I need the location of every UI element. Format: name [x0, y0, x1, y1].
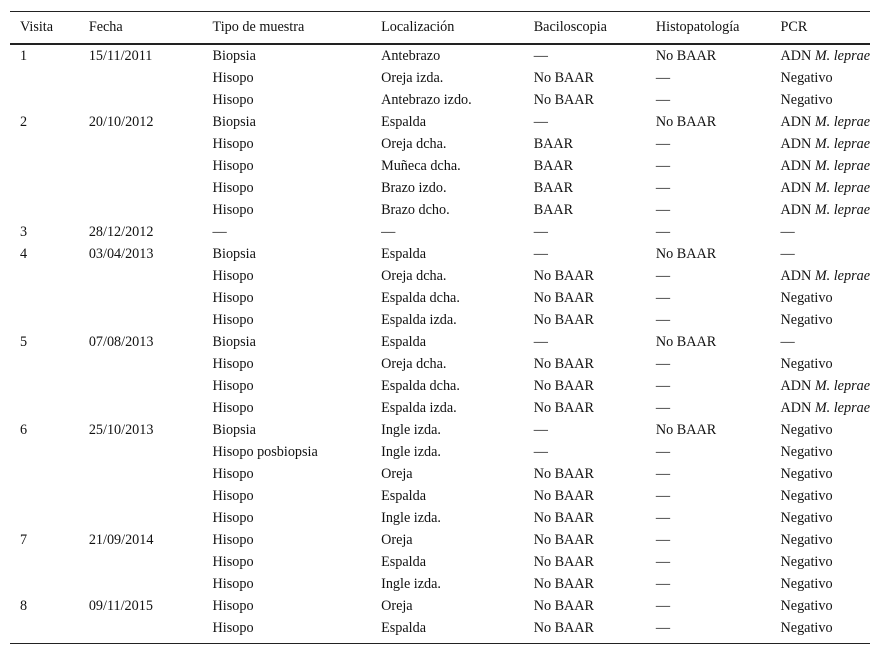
table-row — [10, 375, 870, 397]
results-table — [10, 11, 870, 644]
cell-fecha — [79, 573, 203, 595]
cell-baciloscopia: — — [533, 444, 548, 460]
cell-localizacion: Espalda izda. — [381, 400, 457, 416]
cell-pcr: Negativo — [780, 70, 833, 86]
cell-baciloscopia: No BAAR — [524, 617, 646, 644]
cell-visita — [10, 309, 79, 331]
cell-fecha: 15/11/2011 — [88, 48, 153, 64]
cell-pcr — [771, 199, 870, 221]
cell-localizacion: Brazo dcho. — [381, 202, 450, 218]
table-row — [10, 67, 870, 89]
cell-histopatologia: No BAAR — [655, 422, 717, 438]
cell-baciloscopia: — — [533, 422, 548, 438]
cell-baciloscopia: — — [533, 246, 548, 262]
table-row — [10, 551, 870, 573]
header-localizacion: Localización — [371, 12, 524, 45]
table-row — [10, 617, 870, 644]
cell-visita — [10, 573, 79, 595]
table-row — [10, 111, 870, 133]
cell-pcr: — — [780, 224, 795, 240]
table-row — [10, 331, 870, 353]
cell-fecha — [79, 155, 203, 177]
cell-tipo-muestra: Hisopo — [212, 378, 254, 394]
cell-histopatologia: — — [655, 510, 671, 526]
cell-localizacion: Espalda — [381, 554, 427, 570]
table-row — [10, 177, 870, 199]
cell-histopatologia: — — [655, 70, 671, 86]
cell-pcr: Negativo — [780, 290, 833, 306]
pcr-prefix: ADN — [780, 400, 815, 416]
cell-baciloscopia: No BAAR — [533, 92, 595, 108]
cell-pcr: Negativo — [780, 92, 833, 108]
cell-localizacion: Espalda — [371, 617, 524, 644]
pcr-prefix: ADN — [780, 378, 815, 394]
cell-visita — [10, 353, 79, 375]
table-row — [10, 485, 870, 507]
cell-histopatologia: — — [655, 158, 671, 174]
cell-baciloscopia: BAAR — [533, 202, 574, 218]
cell-visita — [10, 67, 79, 89]
cell-localizacion: Espalda dcha. — [381, 378, 460, 394]
cell-fecha: 25/10/2013 — [88, 422, 154, 438]
table-row — [10, 309, 870, 331]
pcr-species: M. leprae — [814, 202, 870, 218]
cell-fecha — [79, 67, 203, 89]
cell-baciloscopia: BAAR — [533, 180, 574, 196]
pcr-prefix: ADN — [780, 180, 815, 196]
cell-histopatologia: No BAAR — [655, 48, 717, 64]
table-row — [10, 221, 870, 243]
cell-baciloscopia: No BAAR — [533, 576, 595, 592]
cell-baciloscopia: No BAAR — [533, 290, 595, 306]
cell-localizacion: Espalda dcha. — [381, 290, 460, 306]
cell-histopatologia: — — [655, 444, 671, 460]
cell-fecha: 09/11/2015 — [88, 598, 153, 614]
cell-fecha — [79, 287, 203, 309]
cell-tipo-muestra: Biopsia — [212, 114, 256, 130]
cell-tipo-muestra: Hisopo — [212, 576, 254, 592]
cell-histopatologia: No BAAR — [655, 246, 717, 262]
header-fecha: Fecha — [79, 12, 203, 45]
cell-visita: 6 — [20, 422, 28, 438]
cell-histopatologia: — — [655, 488, 671, 504]
pcr-species: M. leprae — [814, 136, 870, 152]
cell-pcr — [771, 155, 870, 177]
cell-fecha — [79, 199, 203, 221]
cell-tipo-muestra: Hisopo — [212, 554, 254, 570]
cell-localizacion: Ingle izda. — [381, 510, 441, 526]
pcr-prefix: ADN — [780, 48, 815, 64]
cell-localizacion: Oreja dcha. — [381, 268, 447, 284]
cell-fecha — [79, 177, 203, 199]
cell-visita — [10, 485, 79, 507]
cell-localizacion: Ingle izda. — [381, 576, 441, 592]
cell-fecha: 07/08/2013 — [88, 334, 154, 350]
cell-localizacion: Espalda — [381, 334, 427, 350]
cell-histopatologia: — — [655, 554, 671, 570]
pcr-species: M. leprae — [814, 114, 870, 130]
cell-visita — [10, 617, 79, 644]
cell-fecha: 20/10/2012 — [88, 114, 154, 130]
cell-fecha — [79, 309, 203, 331]
cell-tipo-muestra: Hisopo — [212, 92, 254, 108]
cell-localizacion: — — [381, 224, 396, 240]
cell-baciloscopia: No BAAR — [533, 378, 595, 394]
cell-localizacion: Oreja — [381, 532, 413, 548]
cell-visita — [10, 155, 79, 177]
cell-tipo-muestra: Biopsia — [212, 422, 256, 438]
table-row — [10, 419, 870, 441]
cell-histopatologia: — — [655, 312, 671, 328]
cell-baciloscopia: No BAAR — [533, 510, 595, 526]
table-row — [10, 265, 870, 287]
cell-histopatologia: — — [655, 400, 671, 416]
cell-visita — [10, 441, 79, 463]
cell-fecha — [79, 551, 203, 573]
cell-visita — [10, 133, 79, 155]
header-row — [10, 12, 870, 45]
cell-pcr: Negativo — [780, 466, 833, 482]
cell-fecha — [79, 485, 203, 507]
cell-visita: 1 — [20, 48, 28, 64]
cell-histopatologia: — — [655, 598, 671, 614]
cell-localizacion: Antebrazo — [381, 48, 441, 64]
cell-fecha — [79, 353, 203, 375]
cell-tipo-muestra: Hisopo — [203, 617, 372, 644]
cell-visita: 4 — [20, 246, 28, 262]
cell-fecha — [79, 617, 203, 644]
cell-visita — [10, 199, 79, 221]
pcr-species: M. leprae — [814, 48, 870, 64]
header-baciloscopia: Baciloscopia — [524, 12, 646, 45]
cell-tipo-muestra: Hisopo — [212, 598, 254, 614]
cell-visita — [10, 551, 79, 573]
header-pcr: PCR — [771, 12, 870, 45]
table-row — [10, 397, 870, 419]
cell-pcr: — — [780, 246, 795, 262]
cell-visita — [10, 375, 79, 397]
cell-fecha — [79, 89, 203, 111]
cell-visita: 7 — [20, 532, 28, 548]
cell-localizacion: Ingle izda. — [381, 422, 441, 438]
cell-visita: 8 — [20, 598, 28, 614]
cell-tipo-muestra: Biopsia — [212, 48, 256, 64]
cell-baciloscopia: — — [533, 48, 548, 64]
cell-pcr — [771, 397, 870, 419]
cell-pcr: Negativo — [780, 510, 833, 526]
cell-pcr — [771, 133, 870, 155]
cell-visita: 3 — [20, 224, 28, 240]
table-row — [10, 529, 870, 551]
cell-pcr: Negativo — [780, 422, 833, 438]
pcr-species: M. leprae — [814, 158, 870, 174]
cell-localizacion: Oreja — [381, 466, 413, 482]
cell-pcr: Negativo — [780, 576, 833, 592]
cell-histopatologia: — — [655, 224, 671, 240]
cell-tipo-muestra: Hisopo — [212, 532, 254, 548]
cell-tipo-muestra: Hisopo — [212, 312, 254, 328]
cell-histopatologia: — — [655, 356, 671, 372]
cell-histopatologia: — — [655, 576, 671, 592]
table-row — [10, 199, 870, 221]
cell-tipo-muestra: Hisopo — [212, 136, 254, 152]
cell-localizacion: Espalda — [381, 488, 427, 504]
cell-visita — [10, 89, 79, 111]
cell-tipo-muestra: Hisopo — [212, 400, 254, 416]
pcr-prefix: ADN — [780, 136, 815, 152]
cell-fecha — [79, 507, 203, 529]
cell-tipo-muestra: Hisopo — [212, 180, 254, 196]
cell-tipo-muestra: — — [212, 224, 227, 240]
cell-pcr: Negativo — [780, 312, 833, 328]
table-row — [10, 507, 870, 529]
cell-localizacion: Espalda — [381, 114, 427, 130]
cell-baciloscopia: BAAR — [533, 136, 574, 152]
cell-localizacion: Oreja — [381, 598, 413, 614]
cell-baciloscopia: No BAAR — [533, 466, 595, 482]
table-row — [10, 89, 870, 111]
cell-tipo-muestra: Hisopo — [212, 510, 254, 526]
cell-localizacion: Espalda izda. — [381, 312, 457, 328]
header-histopatologia: Histopatología — [646, 12, 771, 45]
cell-localizacion: Espalda — [381, 246, 427, 262]
cell-localizacion: Antebrazo izdo. — [381, 92, 472, 108]
cell-localizacion: Oreja dcha. — [381, 136, 447, 152]
cell-tipo-muestra: Hisopo — [212, 268, 254, 284]
cell-pcr: Negativo — [780, 356, 833, 372]
cell-baciloscopia: BAAR — [533, 158, 574, 174]
cell-visita — [10, 397, 79, 419]
pcr-species: M. leprae — [814, 378, 870, 394]
cell-tipo-muestra: Biopsia — [212, 246, 256, 262]
cell-baciloscopia: No BAAR — [533, 268, 595, 284]
cell-tipo-muestra: Hisopo — [212, 202, 254, 218]
cell-pcr: Negativo — [780, 488, 833, 504]
cell-fecha — [79, 133, 203, 155]
cell-fecha — [79, 265, 203, 287]
cell-localizacion: Brazo izdo. — [381, 180, 447, 196]
cell-fecha: 28/12/2012 — [88, 224, 154, 240]
cell-visita: 5 — [20, 334, 28, 350]
cell-fecha — [79, 463, 203, 485]
cell-visita — [10, 177, 79, 199]
cell-fecha — [79, 375, 203, 397]
cell-fecha: 03/04/2013 — [88, 246, 154, 262]
cell-pcr: Negativo — [780, 532, 833, 548]
cell-tipo-muestra: Hisopo — [212, 356, 254, 372]
cell-pcr: — — [780, 334, 795, 350]
cell-baciloscopia: No BAAR — [533, 312, 595, 328]
table-row — [10, 44, 870, 67]
cell-baciloscopia: — — [533, 224, 548, 240]
cell-localizacion: Oreja izda. — [381, 70, 444, 86]
pcr-prefix: ADN — [780, 202, 815, 218]
cell-histopatologia: — — [655, 290, 671, 306]
cell-histopatologia: — — [655, 92, 671, 108]
cell-fecha — [79, 397, 203, 419]
pcr-species: M. leprae — [814, 400, 870, 416]
cell-pcr — [771, 177, 870, 199]
pcr-species: M. leprae — [814, 268, 870, 284]
cell-visita — [10, 507, 79, 529]
cell-pcr: Negativo — [780, 444, 833, 460]
cell-histopatologia: No BAAR — [655, 334, 717, 350]
cell-localizacion: Muñeca dcha. — [381, 158, 461, 174]
cell-pcr — [771, 265, 870, 287]
cell-histopatologia: — — [655, 202, 671, 218]
cell-histopatologia: — — [655, 180, 671, 196]
cell-pcr: Negativo — [780, 554, 833, 570]
pcr-species: M. leprae — [814, 180, 870, 196]
cell-localizacion: Ingle izda. — [381, 444, 441, 460]
cell-tipo-muestra: Hisopo — [212, 70, 254, 86]
cell-histopatologia: — — [655, 268, 671, 284]
cell-histopatologia: — — [655, 378, 671, 394]
cell-pcr: Negativo — [771, 617, 870, 644]
cell-visita: 2 — [20, 114, 28, 130]
cell-histopatologia: — — [655, 466, 671, 482]
cell-baciloscopia: No BAAR — [533, 554, 595, 570]
cell-tipo-muestra: Hisopo — [212, 488, 254, 504]
cell-baciloscopia: No BAAR — [533, 532, 595, 548]
table-row — [10, 243, 870, 265]
pcr-prefix: ADN — [780, 268, 815, 284]
cell-histopatologia: No BAAR — [655, 114, 717, 130]
cell-pcr: Negativo — [780, 598, 833, 614]
cell-visita — [10, 287, 79, 309]
cell-tipo-muestra: Hisopo posbiopsia — [212, 444, 318, 460]
table-header — [10, 12, 870, 45]
cell-histopatologia: — — [646, 617, 771, 644]
cell-localizacion: Oreja dcha. — [381, 356, 447, 372]
header-tipo-muestra: Tipo de muestra — [203, 12, 372, 45]
cell-visita — [10, 265, 79, 287]
cell-tipo-muestra: Hisopo — [212, 290, 254, 306]
header-visita: Visita — [10, 12, 79, 45]
cell-tipo-muestra: Biopsia — [212, 334, 256, 350]
pcr-prefix: ADN — [780, 114, 815, 130]
cell-baciloscopia: No BAAR — [533, 70, 595, 86]
cell-baciloscopia: — — [533, 114, 548, 130]
table-row — [10, 441, 870, 463]
cell-baciloscopia: No BAAR — [533, 598, 595, 614]
cell-visita — [10, 463, 79, 485]
cell-baciloscopia: No BAAR — [533, 488, 595, 504]
cell-pcr — [771, 44, 870, 67]
table-row — [10, 287, 870, 309]
cell-fecha — [79, 441, 203, 463]
table-row — [10, 133, 870, 155]
cell-tipo-muestra: Hisopo — [212, 158, 254, 174]
table-row — [10, 595, 870, 617]
cell-baciloscopia: — — [533, 334, 548, 350]
table-body — [10, 44, 870, 644]
table-row — [10, 353, 870, 375]
cell-histopatologia: — — [655, 136, 671, 152]
cell-fecha: 21/09/2014 — [88, 532, 154, 548]
cell-pcr — [771, 111, 870, 133]
cell-baciloscopia: No BAAR — [533, 356, 595, 372]
cell-pcr — [771, 375, 870, 397]
pcr-prefix: ADN — [780, 158, 815, 174]
cell-histopatologia: — — [655, 532, 671, 548]
table-row — [10, 463, 870, 485]
table-row — [10, 155, 870, 177]
cell-baciloscopia: No BAAR — [533, 400, 595, 416]
cell-tipo-muestra: Hisopo — [212, 466, 254, 482]
table-row — [10, 573, 870, 595]
